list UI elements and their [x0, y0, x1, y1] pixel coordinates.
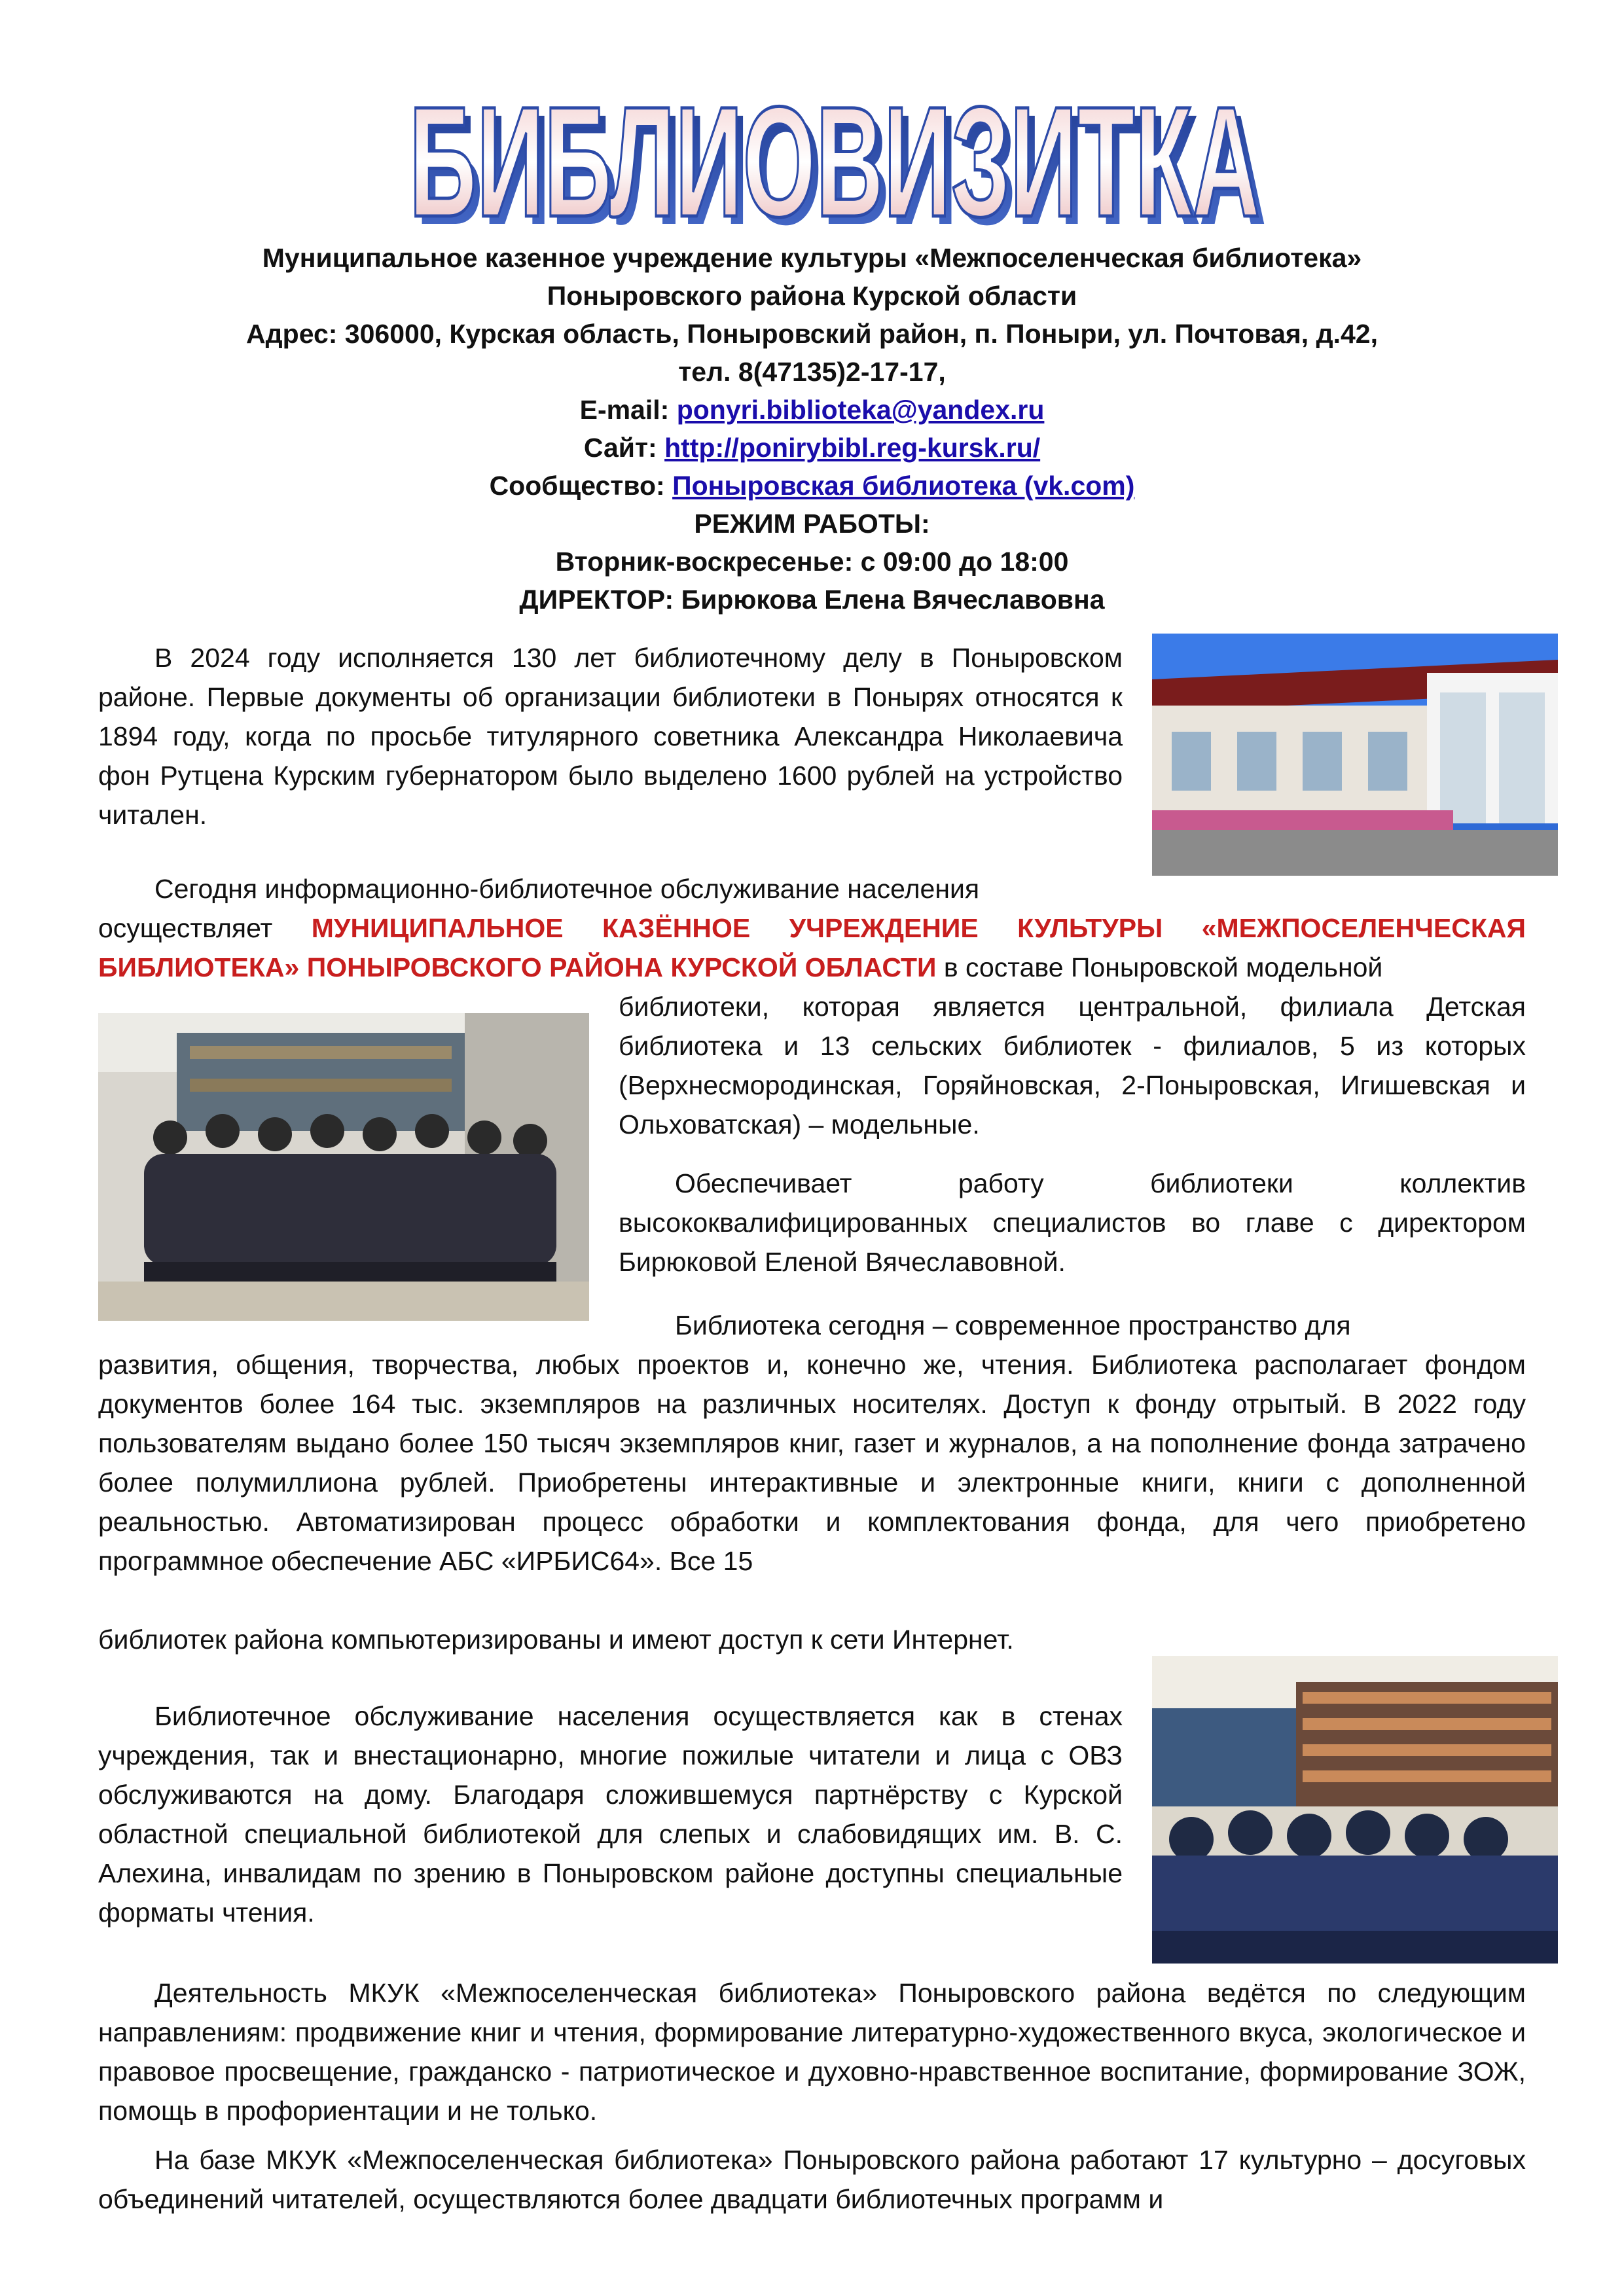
- library-building-photo: [1152, 634, 1558, 876]
- org-name-highlight: МУНИЦИПАЛЬНОЕ КАЗЁННОЕ УЧРЕЖДЕНИЕ КУЛЬТУРЫ «МЕЖПОСЕЛЕНЧЕСКАЯ БИБЛИОТЕКА» ПОНЫРОВСКОГО РАЙОНА КУРСКОЙ ОБЛАСТИ: [98, 913, 1526, 982]
- email-label: E-mail:: [579, 395, 677, 425]
- org-name-line: Муниципальное казенное учреждение культуры «Межпоселенческая библиотека»: [262, 243, 1362, 273]
- mode-hours: Вторник-воскресенье: с 09:00 до 18:00: [555, 547, 1069, 577]
- header-block: [98, 239, 1526, 619]
- banner-title: [393, 65, 1276, 242]
- paragraph-outreach: Библиотечное обслуживание населения осуществляется как в стенах учреждения, так и внестационарно, многие пожилые читатели и лица с ОВЗ обслуживаются на дому. Благодаря сложившемуся партнёрству с Курской областной специальной библиотекой для слепых и слабовидящих им. В. С. Алехина, инвалидам по зрению в Поныровском районе доступны специальные форматы чтения.: [98, 1701, 1123, 1928]
- paragraph-clubs: На базе МКУК «Межпоселенческая библиотека» Поныровского района работают 17 культурно – досуговых объединений читателей, осуществляются более двадцати библиотечных программ и: [98, 2145, 1526, 2214]
- paragraph-staff: Обеспечивает работу библиотеки коллектив высококвалифицированных специалистов во главе с директором Бирюковой Еленой Вячеславовной.: [619, 1168, 1526, 1277]
- org-region-line: Поныровского района Курской области: [547, 281, 1077, 311]
- paragraph-history: В 2024 году исполняется 130 лет библиотечному делу в Поныровском районе. Первые документы об организации библиотеки в Понырях относятся к 1894 году, когда по просьбе титулярного советника Александра Николаевича фон Рутцена Курским губернатором было выделено 1600 рублей на устройство читален.: [98, 643, 1123, 830]
- paragraph-service-org: [98, 908, 1526, 987]
- site-label: Сайт:: [583, 433, 665, 463]
- site-link[interactable]: http://ponirybibl.reg-kursk.ru/: [664, 433, 1041, 463]
- community-link[interactable]: Поныровская библиотека (vk.com): [672, 471, 1135, 501]
- banner-title-shadow: БИБЛИОВИЗИТКА: [416, 82, 1267, 242]
- community-label: Сообщество:: [489, 471, 673, 501]
- paragraph-branches: библиотеки, которая является центральной, филиала Детская библиотека и 13 сельских библиотек - филиалов, 5 из которых (Верхнесмородинская, Горяйновская, 2-Поныровская, Игишевская и Ольховатская) – модельные.: [619, 992, 1526, 1139]
- mode-title: РЕЖИМ РАБОТЫ:: [694, 509, 930, 539]
- phone-line: тел. 8(47135)2-17-17,: [678, 357, 946, 387]
- address-line: Адрес: 306000, Курская область, Поныровский район, п. Поныри, ул. Почтовая, д.42,: [246, 319, 1378, 349]
- email-link[interactable]: ponyri.biblioteka@yandex.ru: [676, 395, 1045, 425]
- paragraph-service-intro: Сегодня информационно-библиотечное обслуживание населения: [154, 874, 980, 904]
- paragraph-modern-space-intro: Библиотека сегодня – современное пространство для: [675, 1310, 1351, 1340]
- staff-group-photo: [98, 1013, 589, 1321]
- service-tail-text: в составе Поныровской модельной: [936, 952, 1383, 982]
- director-line: ДИРЕКТОР: Бирюкова Елена Вячеславовна: [519, 584, 1105, 615]
- service-lead-text: осуществляет: [98, 913, 312, 943]
- paragraph-computerization: библиотек района компьютеризированы и имеют доступ к сети Интернет.: [98, 1624, 1014, 1655]
- paragraph-modern-space: развития, общения, творчества, любых проектов и, конечно же, чтения. Библиотека располагает фондом документов более 164 тыс. экземпляров на различных носителях. Доступ к фонду отрытый. В 2022 году пользователям выдано более 150 тысяч экземпляров книг, газет и журналов, а на пополнение фонда затрачено более полумиллиона рублей. Приобретены интерактивные и электронные книги, книги с дополненной реальностью. Автоматизирован процесс обработки и комплектования фонда, для чего приобретено программное обеспечение АБС «ИРБИС64». Все 15: [98, 1350, 1526, 1576]
- paragraph-directions: Деятельность МКУК «Межпоселенческая библиотека» Поныровского района ведётся по следующим направлениям: продвижение книг и чтения, формирование литературно-художественного вкуса, экологическое и правовое просвещение, гражданско - патриотическое и духовно-нравственное воспитание, формирование ЗОЖ, помощь в профориентации и не только.: [98, 1978, 1526, 2126]
- community-line: [98, 467, 1526, 505]
- site-line: [98, 429, 1526, 467]
- reading-hall-photo: [1152, 1656, 1558, 1964]
- banner-title-text: БИБЛИОВИЗИТКА: [409, 74, 1260, 242]
- email-line: [98, 391, 1526, 429]
